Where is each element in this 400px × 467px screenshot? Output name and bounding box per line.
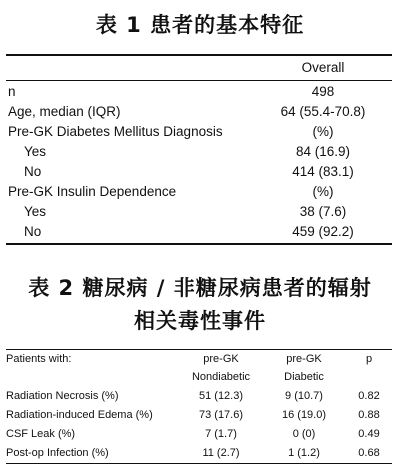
table2-header-diabetic-line1: pre-GK (286, 353, 322, 365)
table-row (8, 102, 388, 122)
nondiabetic-value: 11 (2.7) (202, 447, 240, 459)
row-label: Radiation Necrosis (%) (6, 390, 119, 402)
nondiabetic-value: 7 (1.7) (205, 428, 237, 440)
table-row (8, 142, 388, 162)
p-value: 0.68 (358, 447, 380, 459)
table-row (8, 202, 388, 222)
table2-header-patients: Patients with: (6, 353, 72, 365)
table-row (8, 222, 388, 242)
table-row (8, 82, 388, 102)
table1-header-rule (6, 80, 392, 81)
table-row (8, 162, 388, 182)
table2-header-nondiabetic-line1: pre-GK (203, 353, 239, 365)
row-label: n (8, 84, 16, 99)
diabetic-value: 9 (10.7) (285, 390, 323, 402)
row-label: Age, median (IQR) (8, 104, 121, 119)
row-label: Post-op Infection (%) (6, 447, 109, 459)
p-value: 0.49 (358, 428, 380, 440)
row-value: 459 (92.2) (292, 224, 354, 239)
row-label: Pre-GK Insulin Dependence (8, 184, 177, 199)
table-row (6, 444, 392, 463)
nondiabetic-value: 73 (17.6) (198, 409, 244, 421)
table2-title-line2: 相关毒性事件 (134, 309, 266, 333)
row-label: No (24, 164, 42, 179)
row-value: 498 (311, 84, 335, 99)
table2-bottom-rule (6, 463, 392, 464)
row-value: (%) (312, 184, 334, 199)
row-label: No (24, 224, 42, 239)
diabetic-value: 0 (0) (292, 428, 316, 440)
row-label: Pre-GK Diabetes Mellitus Diagnosis (8, 124, 223, 139)
table-row (8, 122, 388, 142)
table1-title: 表 1 患者的基本特征 (95, 13, 305, 37)
table2-header-diabetic-line2: Diabetic (284, 371, 324, 383)
table-row (8, 182, 388, 202)
p-value: 0.82 (358, 390, 380, 402)
table-row (6, 425, 392, 444)
row-value: 414 (83.1) (292, 164, 354, 179)
diabetic-value: 16 (19.0) (281, 409, 327, 421)
table1-bottom-rule (6, 243, 392, 245)
row-label: Yes (24, 204, 47, 219)
row-value: 38 (7.6) (299, 204, 347, 219)
table2-header-nondiabetic-line2: Nondiabetic (191, 371, 251, 383)
diabetic-value: 1 (1.2) (288, 447, 320, 459)
row-label: Yes (24, 144, 47, 159)
table1-header-row (8, 58, 388, 78)
table-row (6, 406, 392, 425)
table2-header-p: p (365, 353, 373, 365)
p-value: 0.88 (358, 409, 380, 421)
table2-title-line1: 表 2 糖尿病 / 非糖尿病患者的辐射 (28, 276, 372, 300)
row-label: Radiation-induced Edema (%) (6, 409, 153, 421)
row-value: (%) (312, 124, 334, 139)
row-value: 84 (16.9) (295, 144, 351, 159)
nondiabetic-value: 51 (12.3) (198, 390, 244, 402)
row-value: 64 (55.4-70.8) (280, 104, 366, 119)
row-label: CSF Leak (%) (6, 428, 76, 440)
table1-top-rule (6, 54, 392, 56)
table1-header-overall: Overall (301, 60, 345, 75)
table-row (6, 387, 392, 406)
